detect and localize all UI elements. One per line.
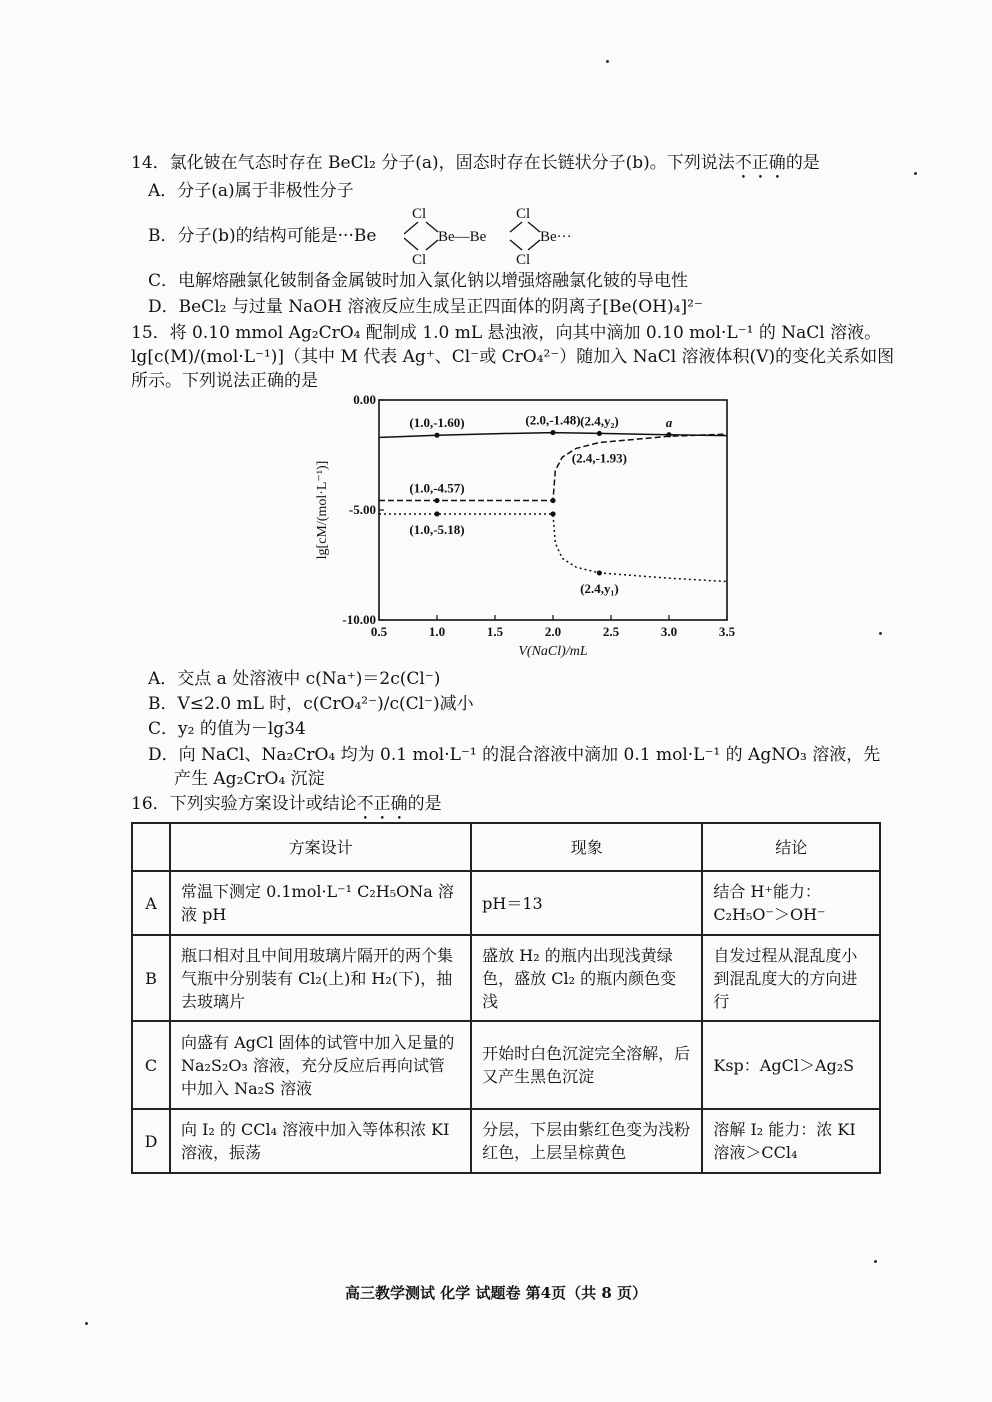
row-key: C xyxy=(132,1021,170,1109)
row-conclusion: 溶解 I₂ 能力：浓 KI 溶液＞CCl₄ xyxy=(702,1109,880,1173)
struct-cl-4: Cl xyxy=(516,252,531,268)
scan-speck xyxy=(879,632,882,635)
header-key xyxy=(132,823,170,871)
data-label: a xyxy=(665,414,673,430)
row-design: 向 I₂ 的 CCl₄ 溶液中加入等体积浓 KI 溶液，振荡 xyxy=(170,1109,471,1173)
q15-option-d-cont: 产生 Ag₂CrO₄ 沉淀 xyxy=(174,769,325,789)
q15-stem-2: lg[c(M)/(mol·L⁻¹)]（其中 M 代表 Ag⁺、Cl⁻或 CrO₄²⁻）随加入 NaCl 溶液体积(V)的变化关系如图 xyxy=(131,347,895,367)
q14-option-d: D．BeCl₂ 与过量 NaOH 溶液反应生成呈正四面体的阴离子[Be(OH)₄]²⁻ xyxy=(148,297,703,317)
x-tick-label: 1.5 xyxy=(486,624,504,639)
row-conclusion: 结合 H⁺能力：C₂H₅O⁻＞OH⁻ xyxy=(702,871,880,935)
x-tick-label: 3.5 xyxy=(718,624,736,639)
row-key: B xyxy=(132,935,170,1021)
scan-speck xyxy=(606,60,609,63)
table-row xyxy=(132,871,880,935)
data-label: (2.4,y₁) xyxy=(580,580,619,596)
header-phenomenon: 现象 xyxy=(471,823,702,871)
header-design: 方案设计 xyxy=(170,823,471,871)
y-axis-label: lg[cM/(mol·L⁻¹)] xyxy=(315,460,330,560)
data-label: (1.0,-5.18) xyxy=(409,521,465,537)
q15-stem-1: 15．将 0.10 mmol Ag₂CrO₄ 配制成 1.0 mL 悬浊液，向其中滴加 0.10 mol·L⁻¹ 的 NaCl 溶液。 xyxy=(131,323,882,343)
scan-speck xyxy=(914,172,917,175)
table-row xyxy=(132,935,880,1021)
q15-option-b: B．V≤2.0 mL 时，c(CrO₄²⁻)/c(Cl⁻)减小 xyxy=(148,694,474,714)
data-label: (2.4,-1.93) xyxy=(571,450,628,466)
q14-stem: 14．氯化铍在气态时存在 BeCl₂ 分子(a)，固态时存在长链状分子(b)。下列说法不正确的是 xyxy=(131,153,820,173)
data-point xyxy=(597,570,602,575)
row-phenomenon: 盛放 H₂ 的瓶内出现浅黄绿色，盛放 Cl₂ 的瓶内颜色变浅 xyxy=(471,935,702,1021)
data-point xyxy=(434,511,439,516)
row-design: 向盛有 AgCl 固体的试管中加入足量的 Na₂S₂O₃ 溶液，充分反应后再向试管中加入 Na₂S 溶液 xyxy=(170,1021,471,1109)
x-tick-label: 3.0 xyxy=(660,624,678,639)
struct-be-end: Be··· xyxy=(540,229,572,245)
header-conclusion: 结论 xyxy=(702,823,880,871)
struct-cl-1: Cl xyxy=(412,206,427,222)
row-conclusion: 自发过程从混乱度小到混乱度大的方向进行 xyxy=(702,935,880,1021)
data-point xyxy=(550,511,555,516)
concentration-chart xyxy=(300,388,760,678)
x-axis-label: V(NaCl)/mL xyxy=(518,644,588,659)
q14-option-c: C．电解熔融氯化铍制备金属铍时加入氯化钠以增强熔融氯化铍的导电性 xyxy=(148,271,689,291)
data-label: (2.4,y₂) xyxy=(580,413,619,429)
data-label: (1.0,-4.57) xyxy=(409,480,465,496)
data-point xyxy=(434,433,439,438)
x-tick-label: 0.5 xyxy=(370,624,388,639)
row-key: D xyxy=(132,1109,170,1173)
q15-option-a: A．交点 a 处溶液中 c(Na⁺)＝2c(Cl⁻) xyxy=(148,669,441,689)
q15-option-d: D．向 NaCl、Na₂CrO₄ 均为 0.1 mol·L⁻¹ 的混合溶液中滴加 0.1 mol·L⁻¹ 的 AgNO₃ 溶液，先 xyxy=(148,745,881,765)
row-design: 瓶口相对且中间用玻璃片隔开的两个集气瓶中分别装有 Cl₂(上)和 H₂(下)，抽去玻璃片 xyxy=(170,935,471,1021)
table-row xyxy=(132,1021,880,1109)
becl2-chain-structure xyxy=(404,204,604,268)
x-tick-label: 2.0 xyxy=(544,624,562,639)
table-header-row xyxy=(132,823,880,871)
data-point xyxy=(550,498,555,503)
scan-speck xyxy=(874,1260,877,1263)
struct-cl-2: Cl xyxy=(412,252,427,268)
row-conclusion: Ksp：AgCl＞Ag₂S xyxy=(702,1021,880,1109)
experiment-table xyxy=(131,822,881,1174)
y-tick-label: 0.00 xyxy=(353,392,376,407)
table-row xyxy=(132,1109,880,1173)
q16-stem: 16．下列实验方案设计或结论不正确的是 xyxy=(131,794,442,814)
row-phenomenon: 分层，下层由紫红色变为浅粉红色，上层呈棕黄色 xyxy=(471,1109,702,1173)
q14-option-a: A．分子(a)属于非极性分子 xyxy=(148,181,354,201)
data-label: (2.0,-1.48) xyxy=(525,412,581,428)
data-label: (1.0,-1.60) xyxy=(409,415,465,431)
x-tick-label: 1.0 xyxy=(428,624,446,639)
scan-speck xyxy=(85,1322,88,1325)
q14-option-b: B．分子(b)的结构可能是···Be xyxy=(148,226,377,246)
y-tick-label: -5.00 xyxy=(348,502,376,517)
y-tick-label: -10.00 xyxy=(342,612,376,627)
q15-stem-3: 所示。下列说法正确的是 xyxy=(131,371,318,391)
row-design: 常温下测定 0.1mol·L⁻¹ C₂H₅ONa 溶液 pH xyxy=(170,871,471,935)
data-point xyxy=(666,432,671,437)
row-phenomenon: 开始时白色沉淀完全溶解，后又产生黑色沉淀 xyxy=(471,1021,702,1109)
struct-be-be: Be—Be xyxy=(438,229,487,245)
row-phenomenon: pH＝13 xyxy=(471,871,702,935)
page-footer: 高三教学测试 化学 试题卷 第4页（共 8 页） xyxy=(345,1284,647,1302)
q15-option-c: C．y₂ 的值为－lg34 xyxy=(148,719,306,739)
data-point xyxy=(434,498,439,503)
data-point xyxy=(550,430,555,435)
data-point xyxy=(597,431,602,436)
struct-cl-3: Cl xyxy=(516,206,531,222)
row-key: A xyxy=(132,871,170,935)
x-tick-label: 2.5 xyxy=(602,624,620,639)
